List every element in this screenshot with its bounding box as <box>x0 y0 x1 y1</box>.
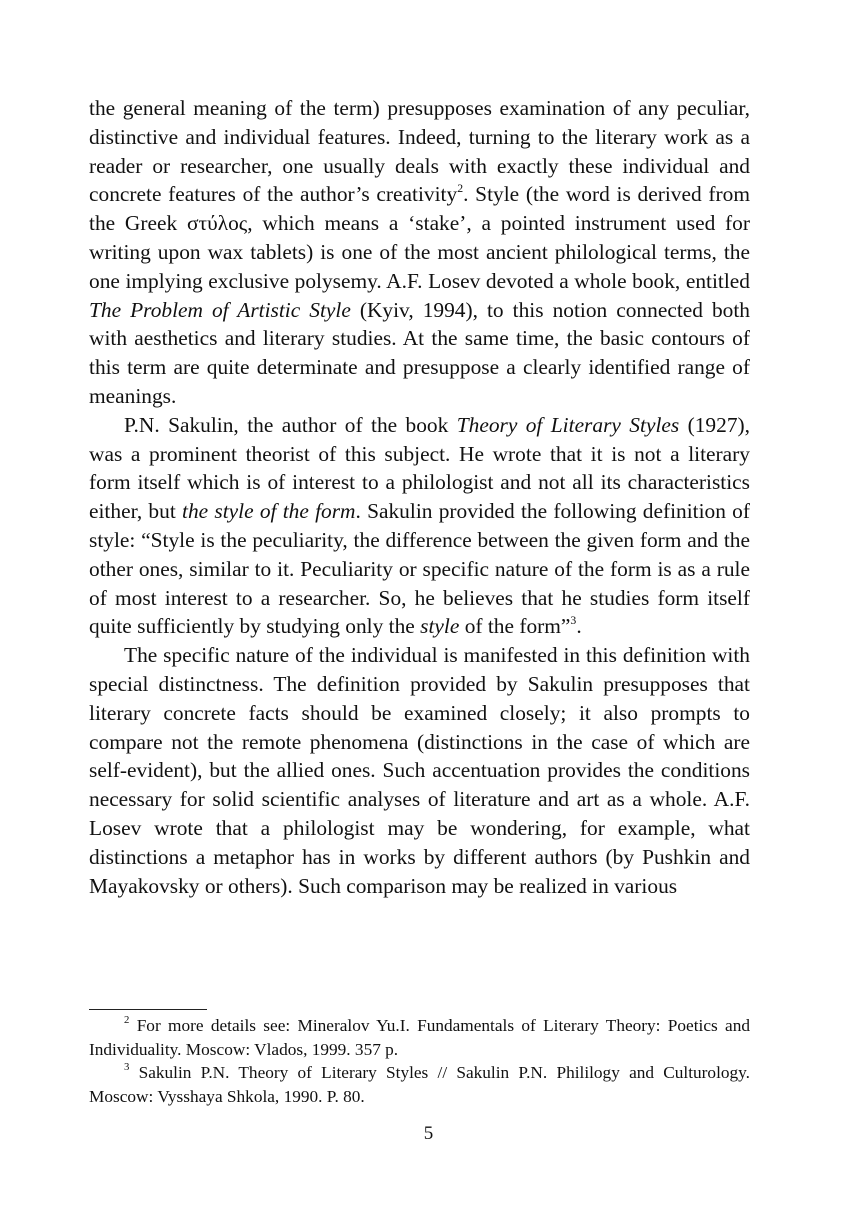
paragraph-1-text-3: (Kyiv, 1994), to this notion connected both with aesthetics and literary studies. At the same time, the basic contours of this term are quite determinate and presuppose a clearly identified range of meanings. <box>89 297 750 408</box>
footnote-separator <box>89 1009 207 1010</box>
emphasis-style: style <box>420 614 460 639</box>
paragraph-2-text-3: . Sakulin provided the following definition of style: “Style is the peculiarity, the difference between the given form and the other ones, similar to it. Peculiarity or specific nature of the form is as a rule of most interest to a researcher. So, he believes that he studies form itself quite sufficiently by studying only the <box>89 499 751 639</box>
page-number: 5 <box>423 1123 434 1144</box>
paragraph-2-text-5: . <box>576 614 582 639</box>
paragraph-1-text-2: . Style (the word is derived from the Greek στύλος, which means a ‘stake’, a pointed instrument used for writing upon wax tablets) is one of the most ancient philological terms, the one implying exclusive polysemy. A.F. Losev devoted a whole book, entitled <box>89 182 750 293</box>
paragraph-2 <box>89 411 750 641</box>
footnote-3-text: Sakulin P.N. Theory of Literary Styles // Sakulin P.N. Phililogy and Culturology. Moscow: Vysshaya Shkola, 1990. P. 80. <box>89 1063 750 1106</box>
footnotes <box>89 1014 750 1108</box>
paragraph-1 <box>89 94 750 411</box>
footnote-3 <box>89 1061 750 1108</box>
footnote-number-3: 3 <box>124 1061 130 1074</box>
footnote-2 <box>89 1014 750 1061</box>
book-title-problem-of-artistic-style: The Problem of Artistic Style <box>89 297 351 322</box>
footnote-number-2: 2 <box>124 1014 130 1027</box>
footnote-ref-2[interactable]: 2 <box>457 182 464 196</box>
page-body <box>89 94 750 900</box>
paragraph-2-text-1: P.N. Sakulin, the author of the book <box>124 412 457 437</box>
paragraph-1-text-1: the general meaning of the term) presupposes examination of any peculiar, distinctive and individual features. Indeed, turning to the literary work as a reader or researcher, one usually deals with exactly these individual and concrete features of the author’s creativity <box>89 96 750 207</box>
paragraph-3 <box>89 641 750 900</box>
paragraph-3-text-1: The specific nature of the individual is manifested in this definition with special distinctness. The definition provided by Sakulin presupposes that literary concrete facts should be examined closely; it also prompts to compare not the remote phenomena (distinctions in the case of which are self-evident), but the allied ones. Such accentuation provides the conditions necessary for solid scientific analyses of literature and art as a whole. A.F. Losev wrote that a philologist may be wondering, for example, what distinctions a metaphor has in works by different authors (by Pushkin and Mayakovsky or others). Such comparison may be realized in various <box>89 643 750 898</box>
footnote-ref-3[interactable]: 3 <box>570 614 577 628</box>
emphasis-style-of-the-form: the style of the form <box>182 499 356 524</box>
paragraph-2-text-2: (1927), was a prominent theorist of this subject. He wrote that it is not a literary form itself which is of interest to a philologist and not all its characteristics either, but <box>89 412 750 524</box>
footnote-2-text: For more details see: Mineralov Yu.I. Fundamentals of Literary Theory: Poetics and Individuality. Moscow: Vlados, 1999. 357 p. <box>89 1016 750 1059</box>
paragraph-2-text-4: of the form” <box>459 614 571 639</box>
book-title-theory-of-literary-styles: Theory of Literary Styles <box>456 412 680 437</box>
